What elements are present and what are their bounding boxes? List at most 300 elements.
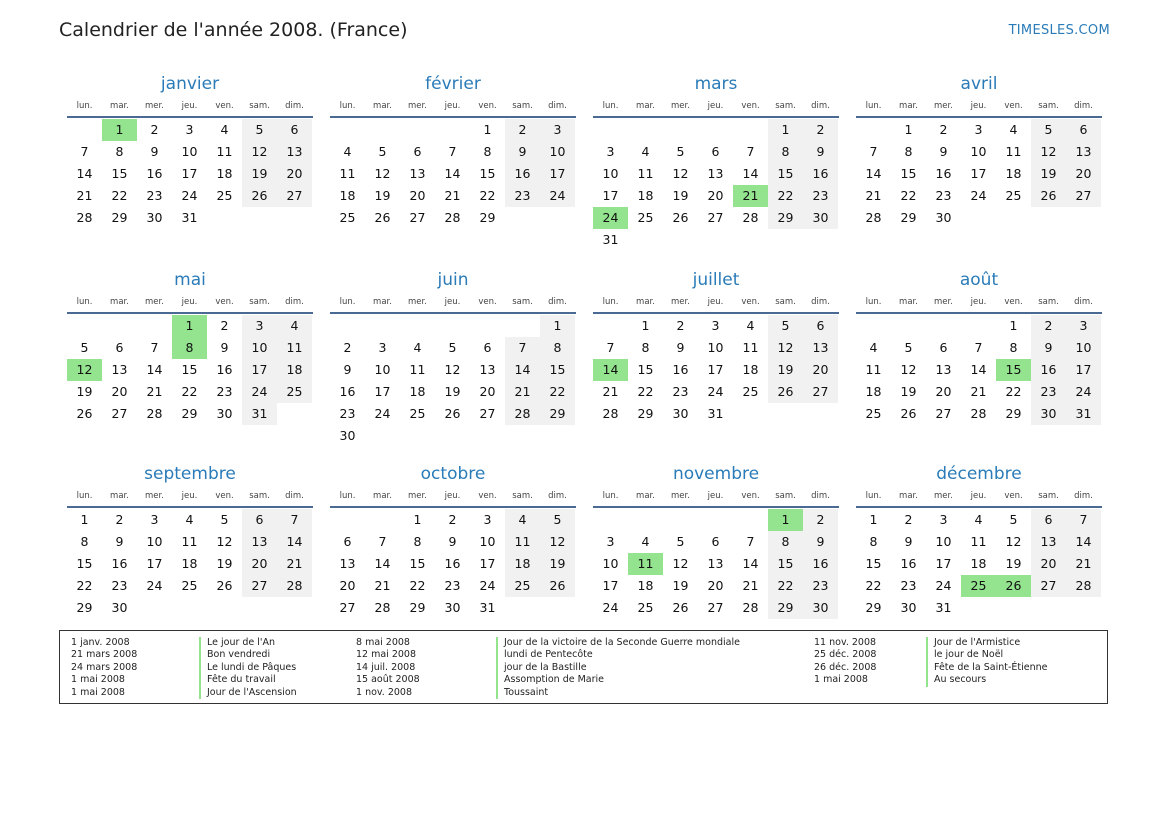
empty-cell (435, 315, 470, 337)
day-cell: 11 (1005, 144, 1022, 159)
day-cell: 10 (707, 340, 724, 355)
day-cell: 18 (865, 384, 882, 399)
day-cell: 2 (676, 318, 685, 333)
day-cell: 13 (409, 166, 426, 181)
day-cell: 23 (216, 384, 233, 399)
day-cell: 2 (343, 340, 352, 355)
weekday-label: mer. (671, 491, 690, 501)
holiday-legend (59, 630, 1108, 704)
day-cell: 7 (80, 144, 89, 159)
day-cell: 13 (803, 337, 838, 359)
weekday-label: ven. (215, 101, 234, 111)
day-cell: 9 (220, 340, 229, 355)
day-cell: 27 (707, 600, 724, 615)
day-cell: 11 (637, 166, 654, 181)
day-cell: 24 (242, 381, 277, 403)
day-cell: 9 (115, 534, 124, 549)
day-cell: 16 (339, 384, 356, 399)
weekday-label: sam. (775, 491, 796, 501)
weekday-label: mar. (110, 297, 129, 307)
day-cell: 15 (768, 553, 803, 575)
day-cell: 22 (1005, 384, 1022, 399)
day-cell: 26 (374, 210, 391, 225)
legend-row (71, 637, 297, 649)
day-cell: 20 (479, 384, 496, 399)
day-grid (593, 509, 839, 619)
day-cell: 26 (444, 406, 461, 421)
day-cell: 20 (1066, 163, 1101, 185)
day-cell: 28 (865, 210, 882, 225)
day-cell: 3 (378, 340, 387, 355)
empty-cell (330, 509, 365, 531)
day-cell: 3 (606, 534, 615, 549)
weekday-label: mar. (110, 491, 129, 501)
empty-cell (663, 229, 698, 251)
legend-date: 1 mai 2008 (814, 674, 868, 686)
weekday-label: sam. (775, 297, 796, 307)
day-cell: 31 (935, 600, 952, 615)
empty-cell (365, 509, 400, 531)
month-name: septembre (144, 464, 236, 484)
day-cell: 1 (80, 512, 89, 527)
legend-row (356, 649, 740, 661)
day-grid (330, 119, 576, 229)
day-grid (67, 509, 313, 619)
day-cell: 5 (1009, 512, 1018, 527)
day-cell: 15 (996, 359, 1031, 381)
day-cell: 24 (146, 578, 163, 593)
day-cell: 26 (1031, 185, 1066, 207)
day-cell: 30 (900, 600, 917, 615)
day-cell: 19 (374, 188, 391, 203)
empty-cell (540, 425, 575, 447)
month-calendar (856, 72, 1102, 229)
day-cell: 8 (1009, 340, 1018, 355)
weekday-label: jeu. (707, 297, 724, 307)
day-cell: 11 (742, 340, 759, 355)
day-cell: 13 (479, 362, 496, 377)
day-cell: 1 (413, 512, 422, 527)
day-cell: 28 (602, 406, 619, 421)
day-cell: 3 (1066, 315, 1101, 337)
day-cell: 8 (483, 144, 492, 159)
legend-column (814, 637, 1048, 687)
day-cell: 19 (216, 556, 233, 571)
month-name: juillet (692, 270, 740, 290)
day-cell: 29 (540, 403, 575, 425)
empty-cell (628, 119, 663, 141)
weekday-label: dim. (811, 101, 830, 111)
day-cell: 10 (935, 534, 952, 549)
day-cell: 8 (768, 141, 803, 163)
day-cell: 5 (768, 315, 803, 337)
empty-cell (698, 119, 733, 141)
legend-date: 26 déc. 2008 (814, 661, 877, 673)
day-cell: 7 (1066, 509, 1101, 531)
day-cell: 30 (339, 428, 356, 443)
day-cell: 1 (904, 122, 913, 137)
day-cell: 11 (970, 534, 987, 549)
day-cell: 29 (768, 207, 803, 229)
weekday-label: dim. (285, 297, 304, 307)
legend-row (814, 649, 1048, 661)
day-cell: 22 (76, 578, 93, 593)
day-cell: 12 (216, 534, 233, 549)
day-cell: 25 (865, 406, 882, 421)
legend-date: 15 août 2008 (356, 674, 420, 686)
month-calendar (856, 462, 1102, 619)
day-cell: 27 (409, 210, 426, 225)
day-cell: 28 (374, 600, 391, 615)
weekday-label: mer. (145, 491, 164, 501)
legend-row (814, 662, 1048, 674)
day-cell: 14 (444, 166, 461, 181)
empty-cell (102, 315, 137, 337)
day-cell: 8 (869, 534, 878, 549)
day-cell: 20 (1031, 553, 1066, 575)
day-cell: 23 (803, 185, 838, 207)
day-cell: 4 (1009, 122, 1018, 137)
day-cell: 25 (742, 384, 759, 399)
weekday-header (856, 486, 1102, 508)
day-cell: 27 (339, 600, 356, 615)
weekday-label: dim. (548, 491, 567, 501)
day-cell: 19 (76, 384, 93, 399)
day-cell: 25 (961, 575, 996, 597)
day-cell: 1 (641, 318, 650, 333)
empty-cell (470, 425, 505, 447)
day-cell: 28 (505, 403, 540, 425)
day-cell: 29 (768, 597, 803, 619)
day-cell: 12 (242, 141, 277, 163)
legend-holiday-name: le jour de Noël (934, 649, 1004, 661)
day-cell: 1 (540, 315, 575, 337)
day-cell: 11 (505, 531, 540, 553)
day-cell: 26 (672, 600, 689, 615)
day-cell: 6 (1066, 119, 1101, 141)
month-name: janvier (160, 74, 220, 94)
day-cell: 29 (900, 210, 917, 225)
day-cell: 8 (904, 144, 913, 159)
day-cell: 10 (242, 337, 277, 359)
empty-cell (803, 403, 838, 425)
weekday-label: mer. (408, 491, 427, 501)
day-cell: 3 (974, 122, 983, 137)
day-cell: 6 (277, 119, 312, 141)
day-cell: 10 (602, 556, 619, 571)
empty-cell (593, 119, 628, 141)
empty-cell (593, 509, 628, 531)
brand-link[interactable]: TIMESLES.COM (1008, 23, 1110, 38)
weekday-label: ven. (1004, 491, 1023, 501)
day-cell: 20 (339, 578, 356, 593)
legend-holiday-name: Jour de la victoire de la Seconde Guerre mondiale (504, 637, 740, 648)
weekday-label: sam. (1038, 297, 1059, 307)
day-cell: 18 (1005, 166, 1022, 181)
day-cell: 10 (146, 534, 163, 549)
weekday-label: lun. (76, 101, 93, 111)
empty-cell (207, 597, 242, 619)
empty-cell (67, 315, 102, 337)
day-cell: 17 (540, 163, 575, 185)
day-cell: 30 (1031, 403, 1066, 425)
day-grid (856, 315, 1102, 425)
day-cell: 23 (505, 185, 540, 207)
weekday-label: dim. (1074, 491, 1093, 501)
empty-cell (1031, 597, 1066, 619)
weekday-label: jeu. (444, 101, 461, 111)
day-cell: 27 (1066, 185, 1101, 207)
day-cell: 5 (540, 509, 575, 531)
weekday-label: jeu. (970, 491, 987, 501)
day-cell: 27 (479, 406, 496, 421)
empty-cell (961, 315, 996, 337)
day-cell: 19 (540, 553, 575, 575)
day-cell: 13 (935, 362, 952, 377)
day-grid (330, 315, 576, 447)
day-grid (856, 509, 1102, 619)
day-cell: 20 (707, 188, 724, 203)
legend-holiday-name: Le lundi de Pâques (207, 661, 297, 673)
day-cell: 21 (865, 188, 882, 203)
month-name: novembre (672, 464, 760, 484)
day-cell: 16 (935, 166, 952, 181)
day-cell: 10 (602, 166, 619, 181)
day-cell: 31 (242, 403, 277, 425)
weekday-label: jeu. (970, 101, 987, 111)
weekday-label: mer. (145, 101, 164, 111)
day-cell: 30 (803, 597, 838, 619)
empty-cell (277, 597, 312, 619)
empty-cell (768, 403, 803, 425)
day-cell: 2 (505, 119, 540, 141)
legend-row (71, 687, 297, 699)
weekday-header (593, 486, 839, 508)
empty-cell (400, 315, 435, 337)
day-cell: 26 (900, 406, 917, 421)
weekday-label: mar. (899, 101, 918, 111)
weekday-label: sam. (249, 101, 270, 111)
empty-cell (400, 425, 435, 447)
day-cell: 14 (865, 166, 882, 181)
day-cell: 6 (343, 534, 352, 549)
legend-holiday-name: Bon vendredi (207, 649, 271, 661)
legend-holiday-name: Fête de la Saint-Étienne (934, 661, 1048, 673)
weekday-label: lun. (602, 297, 619, 307)
day-cell: 17 (707, 362, 724, 377)
weekday-label: mer. (408, 101, 427, 111)
weekday-label: dim. (285, 491, 304, 501)
weekday-label: mar. (110, 101, 129, 111)
day-cell: 22 (637, 384, 654, 399)
weekday-label: lun. (339, 297, 356, 307)
day-cell: 24 (707, 384, 724, 399)
day-cell: 12 (1031, 141, 1066, 163)
day-cell: 20 (277, 163, 312, 185)
day-cell: 23 (339, 406, 356, 421)
weekday-label: ven. (215, 297, 234, 307)
weekday-label: mar. (373, 297, 392, 307)
day-cell: 12 (444, 362, 461, 377)
day-cell: 13 (1031, 531, 1066, 553)
day-cell: 8 (80, 534, 89, 549)
month-calendar (593, 268, 839, 425)
day-cell: 12 (768, 337, 803, 359)
day-cell: 15 (900, 166, 917, 181)
weekday-header (593, 96, 839, 118)
weekday-label: sam. (775, 101, 796, 111)
month-name: mai (174, 270, 206, 290)
day-cell: 27 (935, 406, 952, 421)
weekday-label: sam. (249, 491, 270, 501)
day-cell: 3 (606, 144, 615, 159)
legend-row (356, 637, 740, 649)
legend-marker (496, 637, 498, 649)
day-cell: 14 (1066, 531, 1101, 553)
legend-holiday-name: Toussaint (504, 686, 549, 698)
day-cell: 14 (742, 166, 759, 181)
empty-cell (856, 315, 891, 337)
day-cell: 26 (768, 381, 803, 403)
day-cell: 12 (1005, 534, 1022, 549)
weekday-label: jeu. (970, 297, 987, 307)
day-cell: 9 (1031, 337, 1066, 359)
weekday-label: mar. (899, 491, 918, 501)
day-cell: 27 (242, 575, 277, 597)
day-cell: 8 (172, 337, 207, 359)
legend-marker (926, 649, 928, 661)
day-cell: 5 (676, 144, 685, 159)
day-cell: 16 (900, 556, 917, 571)
day-cell: 27 (707, 210, 724, 225)
month-calendar (67, 462, 313, 619)
empty-cell (856, 119, 891, 141)
day-cell: 22 (479, 188, 496, 203)
day-cell: 4 (746, 318, 755, 333)
day-cell: 2 (939, 122, 948, 137)
weekday-label: dim. (1074, 101, 1093, 111)
day-cell: 15 (76, 556, 93, 571)
month-calendar (330, 72, 576, 229)
day-cell: 18 (339, 188, 356, 203)
empty-cell (698, 509, 733, 531)
day-cell: 12 (900, 362, 917, 377)
legend-holiday-name: Au secours (934, 674, 987, 686)
day-cell: 10 (970, 144, 987, 159)
day-cell: 19 (1031, 163, 1066, 185)
day-cell: 7 (378, 534, 387, 549)
day-cell: 22 (900, 188, 917, 203)
empty-cell (1066, 597, 1101, 619)
day-cell: 20 (707, 578, 724, 593)
day-cell: 24 (602, 600, 619, 615)
legend-holiday-name: Jour de l'Armistice (934, 637, 1021, 648)
day-cell: 19 (242, 163, 277, 185)
legend-marker (199, 662, 201, 674)
day-cell: 12 (67, 359, 102, 381)
weekday-label: dim. (548, 297, 567, 307)
day-cell: 4 (641, 534, 650, 549)
day-cell: 1 (1009, 318, 1018, 333)
day-cell: 25 (637, 210, 654, 225)
day-cell: 17 (181, 166, 198, 181)
day-cell: 7 (448, 144, 457, 159)
day-cell: 1 (483, 122, 492, 137)
day-cell: 14 (593, 359, 628, 381)
legend-date: 1 mai 2008 (71, 686, 125, 698)
day-cell: 17 (374, 384, 391, 399)
day-cell: 6 (413, 144, 422, 159)
day-cell: 21 (76, 188, 93, 203)
month-name: février (425, 74, 481, 94)
day-grid (593, 119, 839, 251)
day-cell: 29 (1005, 406, 1022, 421)
day-grid (67, 315, 313, 425)
month-name: décembre (936, 464, 1022, 484)
legend-row (71, 662, 297, 674)
month-calendar (330, 462, 576, 619)
weekday-label: jeu. (707, 491, 724, 501)
weekday-label: sam. (249, 297, 270, 307)
weekday-label: mar. (373, 491, 392, 501)
legend-marker (496, 649, 498, 661)
day-cell: 15 (540, 359, 575, 381)
empty-cell (277, 207, 312, 229)
day-cell: 20 (935, 384, 952, 399)
day-cell: 3 (540, 119, 575, 141)
day-cell: 3 (483, 512, 492, 527)
day-cell: 16 (444, 556, 461, 571)
day-cell: 7 (277, 509, 312, 531)
day-cell: 18 (216, 166, 233, 181)
day-cell: 7 (606, 340, 615, 355)
day-cell: 4 (641, 144, 650, 159)
day-cell: 1 (768, 119, 803, 141)
day-cell: 18 (637, 188, 654, 203)
weekday-label: mer. (408, 297, 427, 307)
day-cell: 14 (742, 556, 759, 571)
day-cell: 6 (115, 340, 124, 355)
day-cell: 28 (277, 575, 312, 597)
day-cell: 7 (505, 337, 540, 359)
day-cell: 24 (970, 188, 987, 203)
day-cell: 11 (865, 362, 882, 377)
weekday-header (67, 96, 313, 118)
day-cell: 31 (707, 406, 724, 421)
day-cell: 15 (111, 166, 128, 181)
legend-date: 25 déc. 2008 (814, 649, 877, 661)
weekday-label: dim. (811, 297, 830, 307)
weekday-label: lun. (865, 491, 882, 501)
day-cell: 22 (409, 578, 426, 593)
empty-cell (663, 509, 698, 531)
day-cell: 18 (505, 553, 540, 575)
day-cell: 30 (672, 406, 689, 421)
day-cell: 23 (444, 578, 461, 593)
month-name: août (959, 270, 999, 290)
weekday-label: mar. (636, 491, 655, 501)
weekday-label: ven. (1004, 297, 1023, 307)
day-cell: 30 (935, 210, 952, 225)
legend-date: 8 mai 2008 (356, 637, 410, 648)
day-cell: 23 (1031, 381, 1066, 403)
empty-cell (996, 597, 1031, 619)
day-cell: 21 (277, 553, 312, 575)
day-cell: 22 (540, 381, 575, 403)
day-cell: 12 (374, 166, 391, 181)
empty-cell (207, 207, 242, 229)
day-cell: 10 (479, 534, 496, 549)
